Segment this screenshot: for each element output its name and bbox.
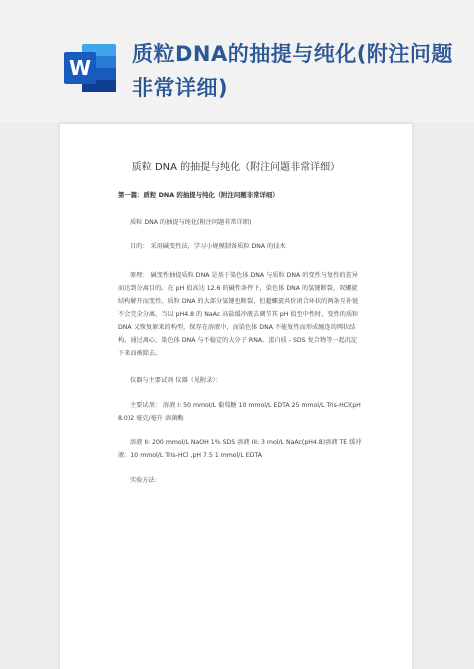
watermark [77,274,88,289]
paragraph-instruments: 仪器与主要试剂 仪器（见附录）： [130,377,222,384]
paragraph-principle: 原理： 碱变性抽提质粒 DNA 是基于染色体 DNA 与质粒 DNA 的变性与复性的差异而达到分离目的。在 pH 值高达 12.6 的碱性条件下，染色体 DNA 的氢键断裂，双螺旋结构解开而变性。质粒 DNA 的大部分氢键也断裂，但超螺旋共价闭合环状的两条互补链不会完全分离，当以 pH4.8 的 NaAc 高盐缓冲液去调节其 pH 值至中性时，变性的质粒 DNA 又恢复原来的构型，保存在溶液中，而染色体 DNA 不能复性而形成缠连的网状结构，通过离心，染色体 DNA 与不稳定的大分子 RNA、蛋白质 - SDS 复合物等一起沉淀下来而被除去。 [118,272,359,357]
document-title: 质粒 DNA 的抽提与纯化（附注问题非常详细） [131,162,341,173]
paragraph-reagents: 主要试剂： 溶液 I: 50 mmol/L 葡萄糖 10 mmol/L EDTA 25 mmol/L Tris-HCl(pH 8.0)2 毫克/毫升 溶菌酶 [118,402,361,422]
paragraph-purpose: 目的： 采用碱变性法，学习小规模制备质粒 DNA 的技术 [130,243,286,250]
page-title: 质粒DNA的抽提与纯化(附注问题非常详细) [132,42,453,100]
section-heading: 第一篇：质粒 DNA 的抽提与纯化（附注问题非常详细） [118,191,279,199]
header-banner [0,0,474,122]
document-page [60,124,412,669]
paragraph-intro: 质粒 DNA 的抽提与纯化(附注问题非常详细) [130,219,252,226]
paragraph-solutions: 溶液 II: 200 mmol/L NaOH 1% SDS 溶液 III: 3 mol/L NaAc(pH4.8)溶液 TE 缓冲液：10 mmol/L Tris-HCl ,pH 7.5 1 mmol/L EDTA [118,439,362,459]
paragraph-methods: 实验方法： [130,477,161,484]
word-icon [62,40,118,96]
word-letter: W [68,56,92,80]
